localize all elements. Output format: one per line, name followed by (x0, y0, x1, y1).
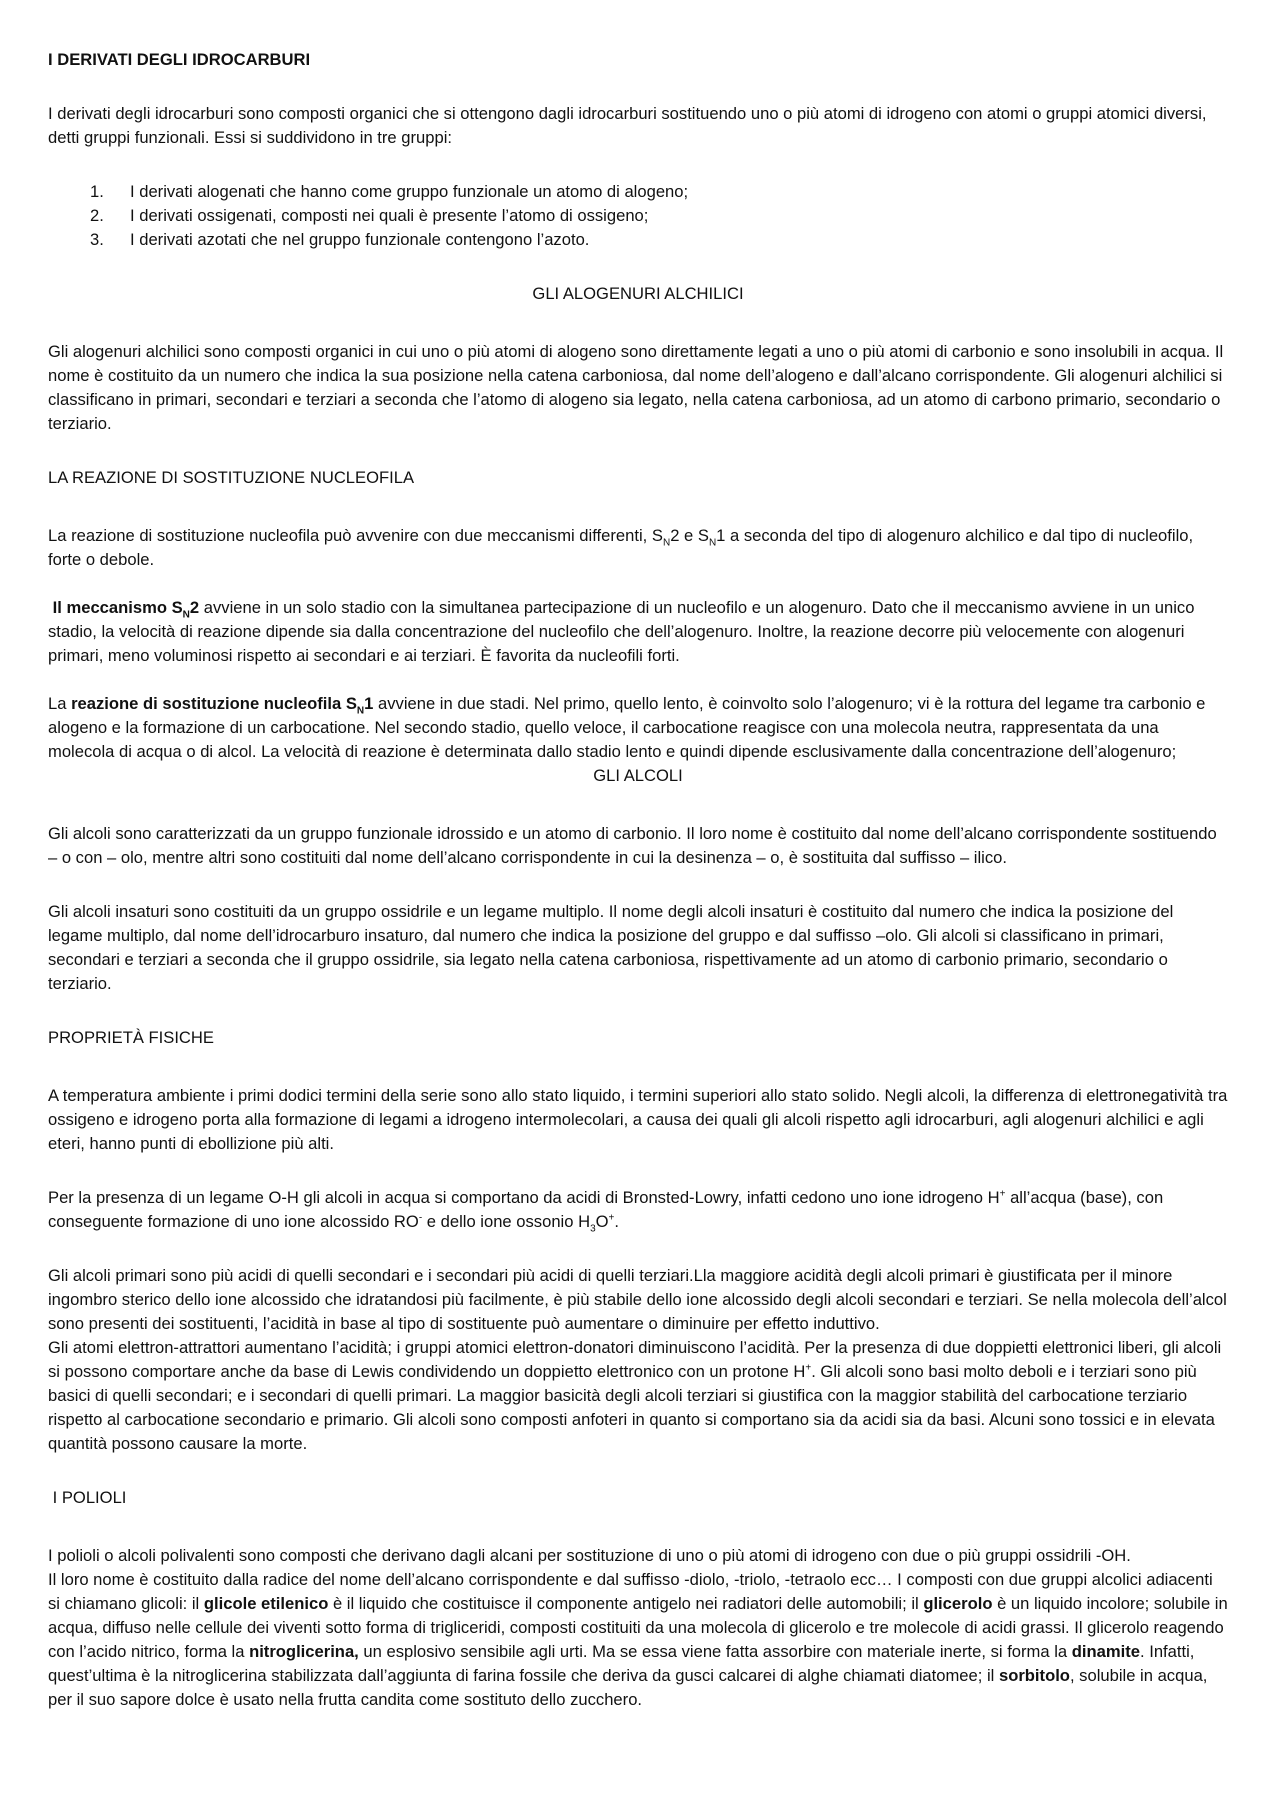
list-item: 3. I derivati azotati che nel gruppo funzionale contengono l’azoto. (90, 230, 590, 249)
heading-sostituzione: LA REAZIONE DI SOSTITUZIONE NUCLEOFILA (48, 468, 415, 487)
proprieta-paragraph-4: Gli atomi elettron-attrattori aumentano l’acidità; i gruppi atomici elettron-donatori diminuiscono l’acidità. Per la presenza di due doppietti elettronici liberi, gli alcoli si possono comportare anche da base di Lewis condividendo un doppietto elettronico con un protone H+. Gli alcoli sono basi molto deboli e i terziari sono più basici di quelli secondari; e i secondari di quelli primari. La maggior basicità degli alcoli terziari si giustifica con la maggior stabilità del carbocatione terziario rispetto al carbocatione secondario e primario. Gli alcoli sono composti anfoteri in quanto si comportano sia da acidi sia da basi. Alcuni sono tossici e in elevata quantità possono causare la morte. (48, 1338, 1222, 1453)
proprieta-paragraph-1: A temperatura ambiente i primi dodici termini della serie sono allo stato liquido, i termini superiori allo stato solido. Negli alcoli, la differenza di elettronegatività tra ossigeno e idrogeno porta alla formazione di legami a idrogeno intermolecolari, a causa dei quali gli alcoli rispetto agli idrocarburi, agli alogenuri alchilici e agli eteri, hanno punti di ebollizione più alti. (48, 1086, 1228, 1153)
derivati-list (48, 180, 1228, 252)
heading-alogenuri: GLI ALOGENURI ALCHILICI (532, 284, 744, 303)
proprieta-paragraph-3: Gli alcoli primari sono più acidi di quelli secondari e i secondari più acidi di quelli terziari.Lla maggiore acidità degli alcoli primari è giustificata per il minore ingombro sterico dello ione alcossido che idratandosi più facilmente, è più stabile dello ione alcossido degli alcoli secondari e terziari. Se nella molecola dell’alcol sono presenti dei sostituenti, l’acidità in base al tipo di sostituente può aumentare o diminuire per effetto induttivo. (48, 1266, 1227, 1333)
sn1-paragraph: La reazione di sostituzione nucleofila $S_N1$ avviene in due stadi. Nel primo, quello lento, è coinvolto solo l’alogenuro; vi è la rottura del legame tra carbonio e alogeno e la formazione di un carbocatione. Nel secondo stadio, quello veloce, il carbocatione reagisce con una molecola neutra, rappresentata da una molecola di acqua o di alcol. La velocità di reazione è determinata dallo stadio lento e quindi dipende esclusivamente dalla concentrazione dell’alogenuro; (48, 694, 1206, 761)
alcoli-paragraph-2: Gli alcoli insaturi sono costituiti da un gruppo ossidrile e un legame multiplo. Il nome degli alcoli insaturi è costituito dal numero che indica la posizione del legame multiplo, dal nome dell’idrocarburo insaturo, dal numero che indica la posizione del gruppo e dal suffisso –olo. Gli alcoli si classificano in primari, secondari e terziari a seconda che il gruppo ossidrile, sia legato nella catena carboniosa, rispettivamente ad un atomo di carbonio primario, secondario o terziario. (48, 902, 1174, 993)
polioli-paragraph-2: Il loro nome è costituito dalla radice del nome dell’alcano corrispondente e dal suffisso -diolo, -triolo, -tetraolo ecc… I composti con due gruppi alcolici adiacenti si chiamano glicoli: il glicole etilenico è il liquido che costituisce il componente antigelo nei radiatori delle automobili; il glicerolo è un liquido incolore; solubile in acqua, diffuso nelle cellule dei viventi sotto forma di trigliceridi, composti costituiti da una molecola di glicerolo e tre molecole di acidi grassi. Il glicerolo reagendo con l’acido nitrico, forma la nitroglicerina, un esplosivo sensibile agli urti. Ma se essa viene fatta assorbire con materiale inerte, si forma la dinamite. Infatti, quest’ultima è la nitroglicerina stabilizzata dall’aggiunta di farina fossile che deriva da gusci calcarei di alghe chiamati diatomee; il sorbitolo, solubile in acqua, per il suo sapore dolce è usato nella frutta candita come sostituto dello zucchero. (48, 1570, 1228, 1709)
sostituzione-paragraph: La reazione di sostituzione nucleofila può avvenire con due meccanismi differenti, $S_N2$ e $S_N1$ a seconda del tipo di alogenuro alchilico e dal tipo di nucleofilo, forte o debole. (48, 526, 1194, 569)
heading-polioli: I POLIOLI (52, 1488, 127, 1507)
heading-alcoli: GLI ALCOLI (593, 766, 683, 785)
document-page (48, 48, 1228, 1712)
alogenuri-paragraph: Gli alogenuri alchilici sono composti organici in cui uno o più atomi di alogeno sono direttamente legati a uno o più atomi di carbonio e sono insolubili in acqua. Il nome è costituito da un numero che indica la sua posizione nella catena carboniosa, dal nome dell’alogeno e dall’alcano corrispondente. Gli alogenuri alchilici si classificano in primari, secondari e terziari a seconda che l’atomo di alogeno sia legato, nella catena carboniosa, ad un atomo di carbono primario, secondario o terziario. (48, 342, 1224, 433)
alcoli-paragraph-1: Gli alcoli sono caratterizzati da un gruppo funzionale idrossido e un atomo di carbonio. Il loro nome è costituito dal nome dell’alcano corrispondente sostituendo – o con – olo, mentre altri sono costituiti dal nome dell’alcano corrispondente in cui la desinenza – o, è sostituita dal suffisso – ilico. (48, 824, 1217, 867)
intro-paragraph: I derivati degli idrocarburi sono composti organici che si ottengono dagli idrocarburi sostituendo uno o più atomi di idrogeno con atomi o gruppi atomici diversi, detti gruppi funzionali. Essi si suddividono in tre gruppi: (48, 104, 1207, 147)
sn2-paragraph: Il meccanismo $S_N2$ avviene in un solo stadio con la simultanea partecipazione di un nucleofilo e un alogenuro. Dato che il meccanismo avviene in un unico stadio, la velocità di reazione dipende sia dalla concentrazione del nucleofilo che dell’alogenuro. Inoltre, la reazione decorre più velocemente con alogenuri primari, meno voluminosi rispetto ai secondari e ai terziari. È favorita da nucleofili forti. (48, 598, 1195, 665)
list-item: 1. I derivati alogenati che hanno come gruppo funzionale un atomo di alogeno; (90, 182, 689, 201)
polioli-paragraph-1: I polioli o alcoli polivalenti sono composti che derivano dagli alcani per sostituzione di uno o più atomi di idrogeno con due o più gruppi ossidrili -OH. (48, 1546, 1131, 1565)
proprieta-paragraph-2: Per la presenza di un legame O-H gli alcoli in acqua si comportano da acidi di Bronsted-Lowry, infatti cedono uno ione idrogeno H+ all’acqua (base), con conseguente formazione di uno ione alcossido RO- e dello ione ossonio $H_3O^+$. (48, 1188, 1164, 1235)
heading-proprieta: PROPRIETÀ FISICHE (48, 1028, 214, 1047)
document-title: I DERIVATI DEGLI IDROCARBURI (48, 50, 311, 69)
list-item: 2. I derivati ossigenati, composti nei quali è presente l’atomo di ossigeno; (90, 206, 649, 225)
